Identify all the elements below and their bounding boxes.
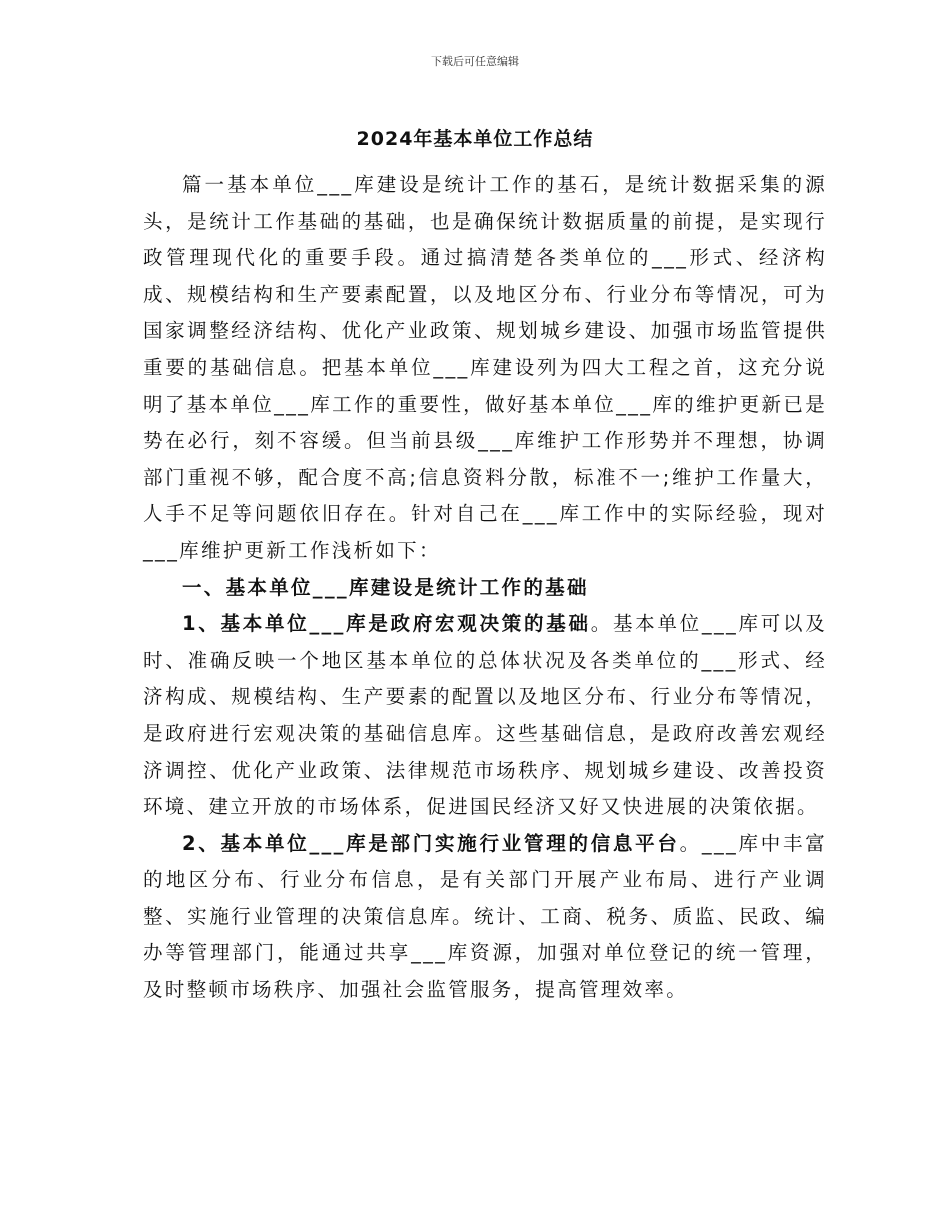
item-2-lead: 2、基本单位___库是部门实施行业管理的信息平台 <box>182 831 680 855</box>
intro-paragraph: 篇一基本单位___库建设是统计工作的基石，是统计数据采集的源头，是统计工作基础的基础，也是确保统计数据质量的前提，是实现行政管理现代化的重要手段。通过搞清楚各类单位的___形式、经济构成、规模结构和生产要素配置，以及地区分布、行业分布等情况，可为国家调整经济结构、优化产业政策、规划城乡建设、加强市场监管提供重要的基础信息。把基本单位___库建设列为四大工程之首，这充分说明了基本单位___库工作的重要性，做好基本单位___库的维护更新已是势在必行，刻不容缓。但当前县级___库维护工作形势并不理想，协调部门重视不够，配合度不高;信息资料分散，标准不一;维护工作量大，人手不足等问题依旧存在。针对自己在___库工作中的实际经验，现对___库维护更新工作浅析如下： <box>143 173 827 562</box>
header-note: 下载后可任意编辑 <box>431 55 519 68</box>
item-1-paragraph <box>143 606 827 826</box>
item-2-paragraph <box>143 826 827 1009</box>
document-body <box>143 167 827 1009</box>
item-1-lead: 1、基本单位___库是政府宏观决策的基础 <box>182 612 591 636</box>
item-1-body: 。基本单位___库可以及时、准确反映一个地区基本单位的总体状况及各类单位的___形式、经济构成、规模结构、生产要素的配置以及地区分布、行业分布等情况，是政府进行宏观决策的基础信息库。这些基础信息，是政府改善宏观经济调控、优化产业政策、法律规范市场秩序、规划城乡建设、改善投资环境、建立开放的市场体系，促进国民经济又好又快进展的决策依据。 <box>143 612 827 819</box>
document-title: 2024年基本单位工作总结 <box>356 128 594 150</box>
section-heading-1: 一、基本单位___库建设是统计工作的基础 <box>182 575 589 599</box>
item-2-body: 。___库中丰富的地区分布、行业分布信息，是有关部门开展产业布局、进行产业调整、实施行业管理的决策信息库。统计、工商、税务、质监、民政、编办等管理部门，能通过共享___库资源，加强对单位登记的统一管理，及时整顿市场秩序、加强社会监管服务，提高管理效率。 <box>143 831 827 1002</box>
